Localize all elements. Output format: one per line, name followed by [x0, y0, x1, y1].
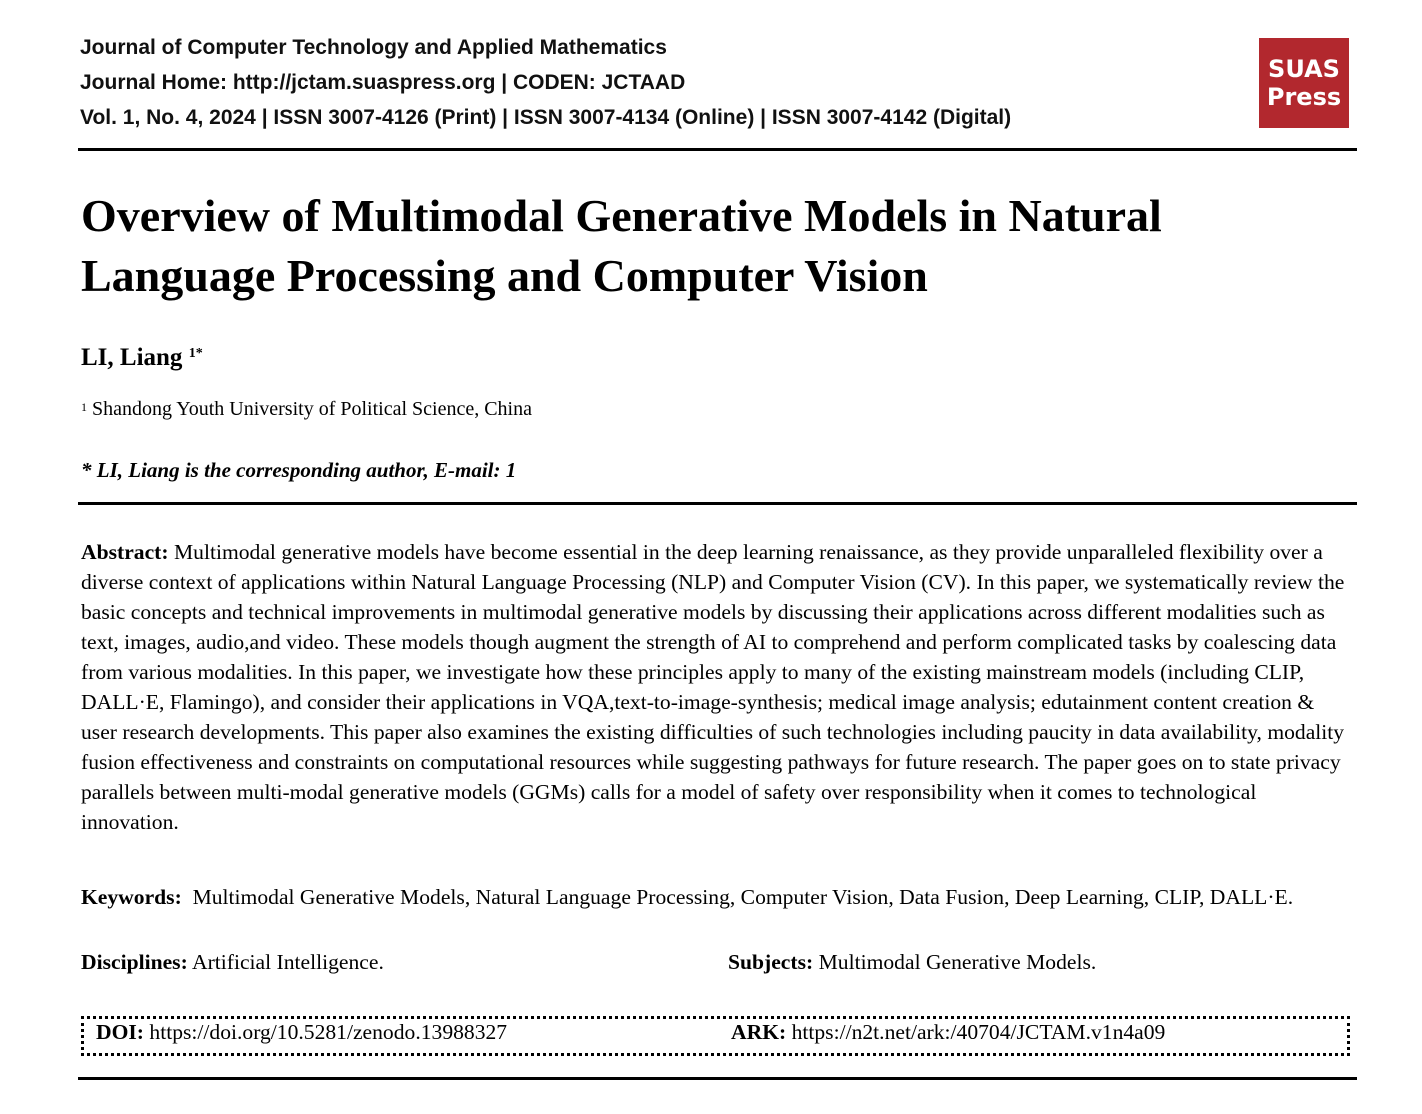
abstract-label: Abstract:: [81, 540, 169, 564]
abstract-divider: [78, 502, 1357, 505]
disciplines-label: Disciplines:: [81, 950, 188, 974]
ark-link[interactable]: https://n2t.net/ark:/40704/JCTAM.v1n4a09: [791, 1020, 1166, 1044]
keywords-text: Multimodal Generative Models, Natural Language Processing, Computer Vision, Data Fusion, Deep Learning, CLIP, DALL·E.: [192, 885, 1294, 909]
keywords-label: Keywords:: [81, 885, 182, 909]
abstract-text: Multimodal generative models have become essential in the deep learning renaissance, as they provide unparalleled flexibility over a diverse context of applications within Natural Language Processing (NLP) and Computer Vision (CV). In this paper, we systematically review the basic concepts and technical improvements in multimodal generative models by discussing their applications across different modalities such as text, images, audio,and video. These models though augment the strength of AI to comprehend and perform complicated tasks by coalescing data from various modalities. In this paper, we investigate how these principles apply to many of the existing mainstream models (including CLIP, DALL·E, Flamingo), and consider their applications in VQA,text-to-image-synthesis; medical image analysis; edutainment content creation & user research developments. This paper also examines the existing difficulties of such technologies including paucity in data availability, modality fusion effectiveness and constraints on computational resources while suggesting pathways for future research. The paper goes on to state privacy parallels between multi-modal generative models (GGMs) calls for a model of safety over responsibility when it comes to technological innovation.: [81, 540, 1345, 834]
affiliation-text: Shandong Youth University of Political Science, China: [92, 398, 532, 420]
suas-press-logo: [1259, 38, 1349, 128]
corresponding-author: * LI, Liang is the corresponding author, E-mail: 1: [81, 458, 517, 482]
journal-name: Journal of Computer Technology and Applied Mathematics: [80, 36, 667, 59]
logo-line-1: SUAS: [1268, 55, 1340, 83]
ark: [731, 1020, 1165, 1045]
ark-label: ARK:: [731, 1020, 787, 1044]
affiliation: [81, 398, 532, 421]
title-line-2: Language Processing and Computer Vision: [81, 250, 928, 301]
affiliation-superscript: 1: [81, 400, 87, 414]
author-text: LI, Liang: [81, 344, 183, 371]
journal-home: Journal Home: http://jctam.suaspress.org | CODEN: JCTAAD: [80, 71, 686, 94]
header-divider: [78, 148, 1357, 151]
author-superscript: 1*: [188, 346, 203, 361]
author-name: [81, 344, 203, 372]
paper-title: [81, 186, 1341, 306]
title-line-1: Overview of Multimodal Generative Models in Natural: [81, 190, 1162, 241]
disciplines-text: Artificial Intelligence.: [192, 950, 384, 974]
journal-volume: Vol. 1, No. 4, 2024 | ISSN 3007-4126 (Print) | ISSN 3007-4134 (Online) | ISSN 3007-4142 (Digital): [80, 106, 1012, 129]
abstract: [81, 537, 1353, 837]
disciplines: [81, 950, 384, 975]
journal-header: [80, 30, 1360, 135]
footer-divider: [78, 1077, 1357, 1080]
subjects-text: Multimodal Generative Models.: [818, 950, 1097, 974]
doi-link[interactable]: https://doi.org/10.5281/zenodo.13988327: [149, 1020, 508, 1044]
subjects-label: Subjects:: [728, 950, 814, 974]
logo-line-2: Press: [1266, 83, 1342, 111]
subjects: [728, 950, 1096, 975]
doi-label: DOI:: [96, 1020, 144, 1044]
keywords: [81, 882, 1353, 912]
doi: [96, 1020, 507, 1045]
